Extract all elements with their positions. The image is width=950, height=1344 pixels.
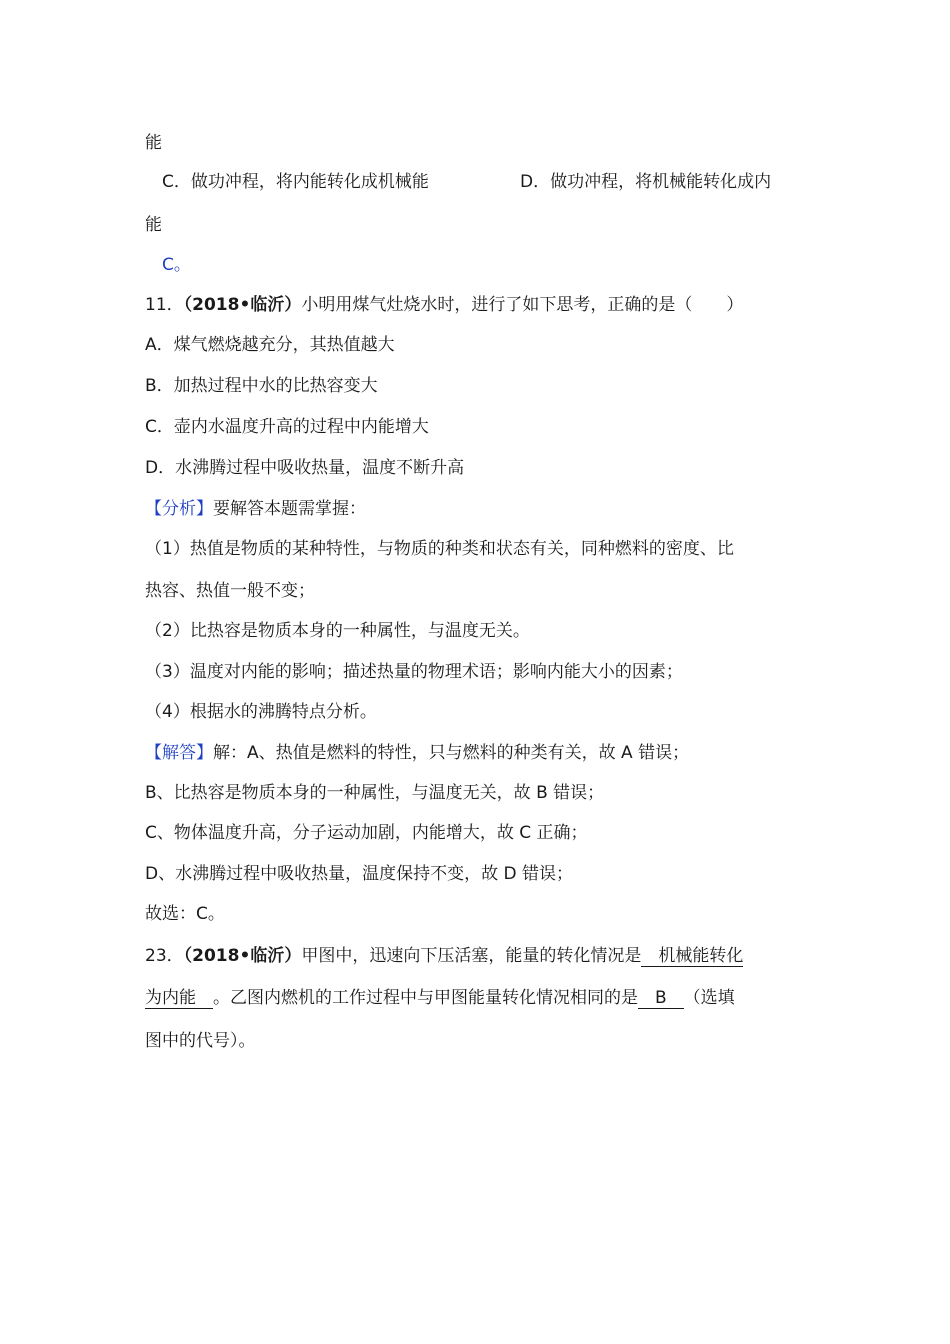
q11-source: （2018•临沂）: [183, 295, 302, 315]
q11-number: 11．: [145, 295, 184, 315]
q23-stem-part2: 。乙图内燃机的工作过程中与甲图能量转化情况相同的是: [213, 988, 638, 1008]
solution-first: 解：A、热值是燃料的特性，只与燃料的种类有关，故 A 错误；: [213, 743, 690, 763]
solution-line-c: C、物体温度升高，分子运动加剧，内能增大，故 C 正确；: [145, 823, 588, 843]
q23-line-2: [145, 987, 735, 1009]
q23-blank2: B: [638, 988, 684, 1008]
q11-stem-line: [145, 294, 743, 316]
q11-option-c: C．壶内水温度升高的过程中内能增大: [145, 417, 429, 437]
prev-line-b: 能: [145, 215, 162, 235]
analysis-tag: 【分析】: [145, 499, 213, 519]
solution-line-d: D、水沸腾过程中吸收热量，温度保持不变，故 D 错误；: [145, 864, 573, 884]
analysis-point-4: （4）根据水的沸腾特点分析。: [145, 702, 377, 722]
q23-line-3: 图中的代号）。: [145, 1031, 256, 1051]
q11-analysis-line: [145, 498, 366, 520]
solution-final-answer: 故选：C。: [145, 904, 225, 924]
q23-blank1-part2: 为内能: [145, 988, 213, 1008]
q23-blank1-part1: 机械能转化: [641, 946, 744, 966]
solution-tag: 【解答】: [145, 743, 213, 763]
prev-option-c: C．做功冲程，将内能转化成机械能: [162, 172, 429, 192]
q11-option-a: A．煤气燃烧越充分，其热值越大: [145, 335, 395, 355]
q23-stem-part1: 甲图中，迅速向下压活塞，能量的转化情况是: [301, 946, 642, 966]
solution-line-b: B、比热容是物质本身的一种属性，与温度无关，故 B 错误；: [145, 783, 605, 803]
prev-answer: C。: [162, 255, 191, 275]
q23-stem-part3: （选填: [683, 988, 735, 1008]
analysis-point-1: （1）热值是物质的某种特性，与物质的种类和状态有关，同种燃料的密度、比: [145, 539, 734, 559]
prev-line-a: 能: [145, 133, 162, 153]
analysis-point-3: （3）温度对内能的影响；描述热量的物理术语；影响内能大小的因素；: [145, 662, 683, 682]
q23-number: 23．: [145, 946, 184, 966]
q11-stem: 小明用煤气灶烧水时，进行了如下思考，正确的是（ ）: [301, 295, 744, 315]
q11-option-d: D．水沸腾过程中吸收热量，温度不断升高: [145, 458, 465, 478]
prev-option-d: D．做功冲程，将机械能转化成内: [520, 172, 772, 192]
analysis-point-1-cont: 热容、热值一般不变；: [145, 581, 315, 601]
q23-line-1: [145, 945, 743, 967]
analysis-intro: 要解答本题需掌握：: [213, 499, 366, 519]
q23-source: （2018•临沂）: [183, 946, 302, 966]
q11-option-b: B．加热过程中水的比热容变大: [145, 376, 378, 396]
q11-solution-line: [145, 742, 689, 764]
analysis-point-2: （2）比热容是物质本身的一种属性，与温度无关。: [145, 621, 530, 641]
